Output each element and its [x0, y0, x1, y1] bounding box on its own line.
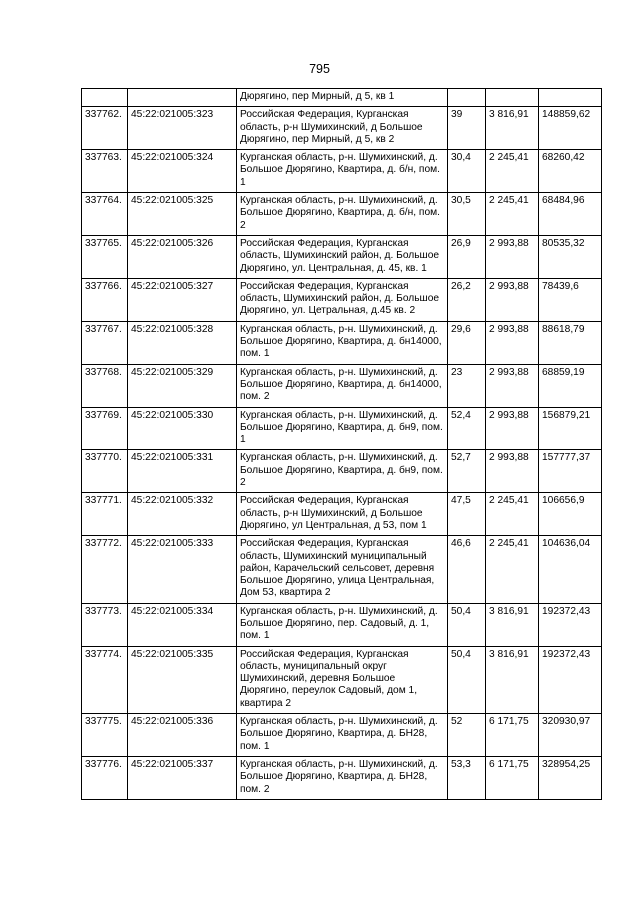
row-number: 337768.	[82, 364, 128, 407]
table-row	[82, 278, 602, 321]
table-row	[82, 450, 602, 493]
row-number: 337763.	[82, 150, 128, 193]
row-number: 337776.	[82, 756, 128, 799]
address: Курганская область, р-н. Шумихинский, д. Большое Дюрягино, пер. Садовый, д. 1, пом. 1	[237, 603, 448, 646]
table-row	[82, 364, 602, 407]
table-row	[82, 603, 602, 646]
rate: 2 245,41	[486, 493, 539, 536]
row-number: 337775.	[82, 714, 128, 757]
cadastral-value: 192372,43	[539, 603, 602, 646]
cadastral-value: 68260,42	[539, 150, 602, 193]
rate: 2 993,88	[486, 321, 539, 364]
cadastral-number: 45:22:021005:333	[128, 536, 237, 603]
address: Дюрягино, пер Мирный, д 5, кв 1	[237, 89, 448, 107]
area: 47,5	[448, 493, 486, 536]
rate: 3 816,91	[486, 603, 539, 646]
area: 53,3	[448, 756, 486, 799]
cadastral-value	[539, 89, 602, 107]
cadastral-value: 106656,9	[539, 493, 602, 536]
cadastral-value: 88618,79	[539, 321, 602, 364]
table-row	[82, 493, 602, 536]
rate: 3 816,91	[486, 646, 539, 713]
row-number	[82, 89, 128, 107]
area: 29,6	[448, 321, 486, 364]
table-row	[82, 646, 602, 713]
area: 26,9	[448, 235, 486, 278]
rate: 2 245,41	[486, 150, 539, 193]
cadastral-value: 192372,43	[539, 646, 602, 713]
row-number: 337769.	[82, 407, 128, 450]
area: 52,4	[448, 407, 486, 450]
address: Курганская область, р-н. Шумихинский, д. Большое Дюрягино, Квартира, д. бн9, пом. 2	[237, 450, 448, 493]
row-number: 337764.	[82, 193, 128, 236]
cadastral-number: 45:22:021005:331	[128, 450, 237, 493]
cadastral-number	[128, 89, 237, 107]
cadastral-value: 328954,25	[539, 756, 602, 799]
table-row	[82, 193, 602, 236]
table-row	[82, 235, 602, 278]
cadastral-value: 80535,32	[539, 235, 602, 278]
cadastral-number: 45:22:021005:327	[128, 278, 237, 321]
cadastral-number: 45:22:021005:330	[128, 407, 237, 450]
table-row	[82, 536, 602, 603]
cadastral-number: 45:22:021005:337	[128, 756, 237, 799]
cadastral-value: 148859,62	[539, 107, 602, 150]
table-row	[82, 756, 602, 799]
address: Курганская область, р-н. Шумихинский, д. Большое Дюрягино, Квартира, д. бн9, пом. 1	[237, 407, 448, 450]
row-number: 337770.	[82, 450, 128, 493]
address: Российская Федерация, Курганская область, р-н Шумихинский, д Большое Дюрягино, ул Центральная, д 53, пом 1	[237, 493, 448, 536]
address: Курганская область, р-н. Шумихинский, д. Большое Дюрягино, Квартира, д. бн14000, пом. 1	[237, 321, 448, 364]
area: 39	[448, 107, 486, 150]
cadastral-value: 78439,6	[539, 278, 602, 321]
address: Российская Федерация, Курганская область, Шумихинский район, д. Большое Дюрягино, ул. Центральная, д. 45, кв. 1	[237, 235, 448, 278]
rate: 2 245,41	[486, 536, 539, 603]
address: Курганская область, р-н. Шумихинский, д. Большое Дюрягино, Квартира, д. б/н, пом. 1	[237, 150, 448, 193]
table-row	[82, 407, 602, 450]
area: 52	[448, 714, 486, 757]
cadastral-value: 156879,21	[539, 407, 602, 450]
table-row	[82, 107, 602, 150]
cadastral-number: 45:22:021005:335	[128, 646, 237, 713]
row-number: 337762.	[82, 107, 128, 150]
rate: 2 993,88	[486, 278, 539, 321]
rate: 2 993,88	[486, 407, 539, 450]
rate: 6 171,75	[486, 714, 539, 757]
area: 46,6	[448, 536, 486, 603]
cadastral-value: 320930,97	[539, 714, 602, 757]
area: 30,4	[448, 150, 486, 193]
cadastral-value: 68484,96	[539, 193, 602, 236]
row-number: 337773.	[82, 603, 128, 646]
address: Российская Федерация, Курганская область, р-н Шумихинский, д Большое Дюрягино, пер Мирный, д 5, кв 2	[237, 107, 448, 150]
area	[448, 89, 486, 107]
cadastral-number: 45:22:021005:329	[128, 364, 237, 407]
row-number: 337766.	[82, 278, 128, 321]
table-row	[82, 321, 602, 364]
rate: 2 993,88	[486, 450, 539, 493]
area: 52,7	[448, 450, 486, 493]
address: Курганская область, р-н. Шумихинский, д. Большое Дюрягино, Квартира, д. БН28, пом. 2	[237, 756, 448, 799]
row-number: 337774.	[82, 646, 128, 713]
area: 50,4	[448, 646, 486, 713]
cadastral-value: 157777,37	[539, 450, 602, 493]
cadastral-value: 68859,19	[539, 364, 602, 407]
cadastral-number: 45:22:021005:323	[128, 107, 237, 150]
address: Российская Федерация, Курганская область, муниципальный округ Шумихинский, деревня Большое Дюрягино, переулок Садовый, дом 1, квартира 2	[237, 646, 448, 713]
rate	[486, 89, 539, 107]
address: Курганская область, р-н. Шумихинский, д. Большое Дюрягино, Квартира, д. бн14000, пом. 2	[237, 364, 448, 407]
cadastral-number: 45:22:021005:325	[128, 193, 237, 236]
rate: 3 816,91	[486, 107, 539, 150]
cadastral-number: 45:22:021005:336	[128, 714, 237, 757]
rate: 6 171,75	[486, 756, 539, 799]
cadastral-number: 45:22:021005:324	[128, 150, 237, 193]
cadastral-number: 45:22:021005:326	[128, 235, 237, 278]
rate: 2 993,88	[486, 235, 539, 278]
area: 26,2	[448, 278, 486, 321]
address: Курганская область, р-н. Шумихинский, д. Большое Дюрягино, Квартира, д. БН28, пом. 1	[237, 714, 448, 757]
row-number: 337765.	[82, 235, 128, 278]
table-row	[82, 89, 602, 107]
cadastral-number: 45:22:021005:328	[128, 321, 237, 364]
address: Российская Федерация, Курганская область, Шумихинский муниципальный район, Карачельский сельсовет, деревня Большое Дюрягино, улица Центральная, Дом 53, квартира 2	[237, 536, 448, 603]
cadastral-value: 104636,04	[539, 536, 602, 603]
rate: 2 993,88	[486, 364, 539, 407]
row-number: 337772.	[82, 536, 128, 603]
page-number: 795	[309, 62, 330, 76]
table-row	[82, 150, 602, 193]
cadastral-number: 45:22:021005:332	[128, 493, 237, 536]
area: 23	[448, 364, 486, 407]
address: Российская Федерация, Курганская область, Шумихинский район, д. Большое Дюрягино, ул. Цетральная, д.45 кв. 2	[237, 278, 448, 321]
property-registry-table	[81, 88, 602, 800]
table-row	[82, 714, 602, 757]
row-number: 337767.	[82, 321, 128, 364]
rate: 2 245,41	[486, 193, 539, 236]
area: 30,5	[448, 193, 486, 236]
cadastral-number: 45:22:021005:334	[128, 603, 237, 646]
address: Курганская область, р-н. Шумихинский, д. Большое Дюрягино, Квартира, д. б/н, пом. 2	[237, 193, 448, 236]
row-number: 337771.	[82, 493, 128, 536]
area: 50,4	[448, 603, 486, 646]
